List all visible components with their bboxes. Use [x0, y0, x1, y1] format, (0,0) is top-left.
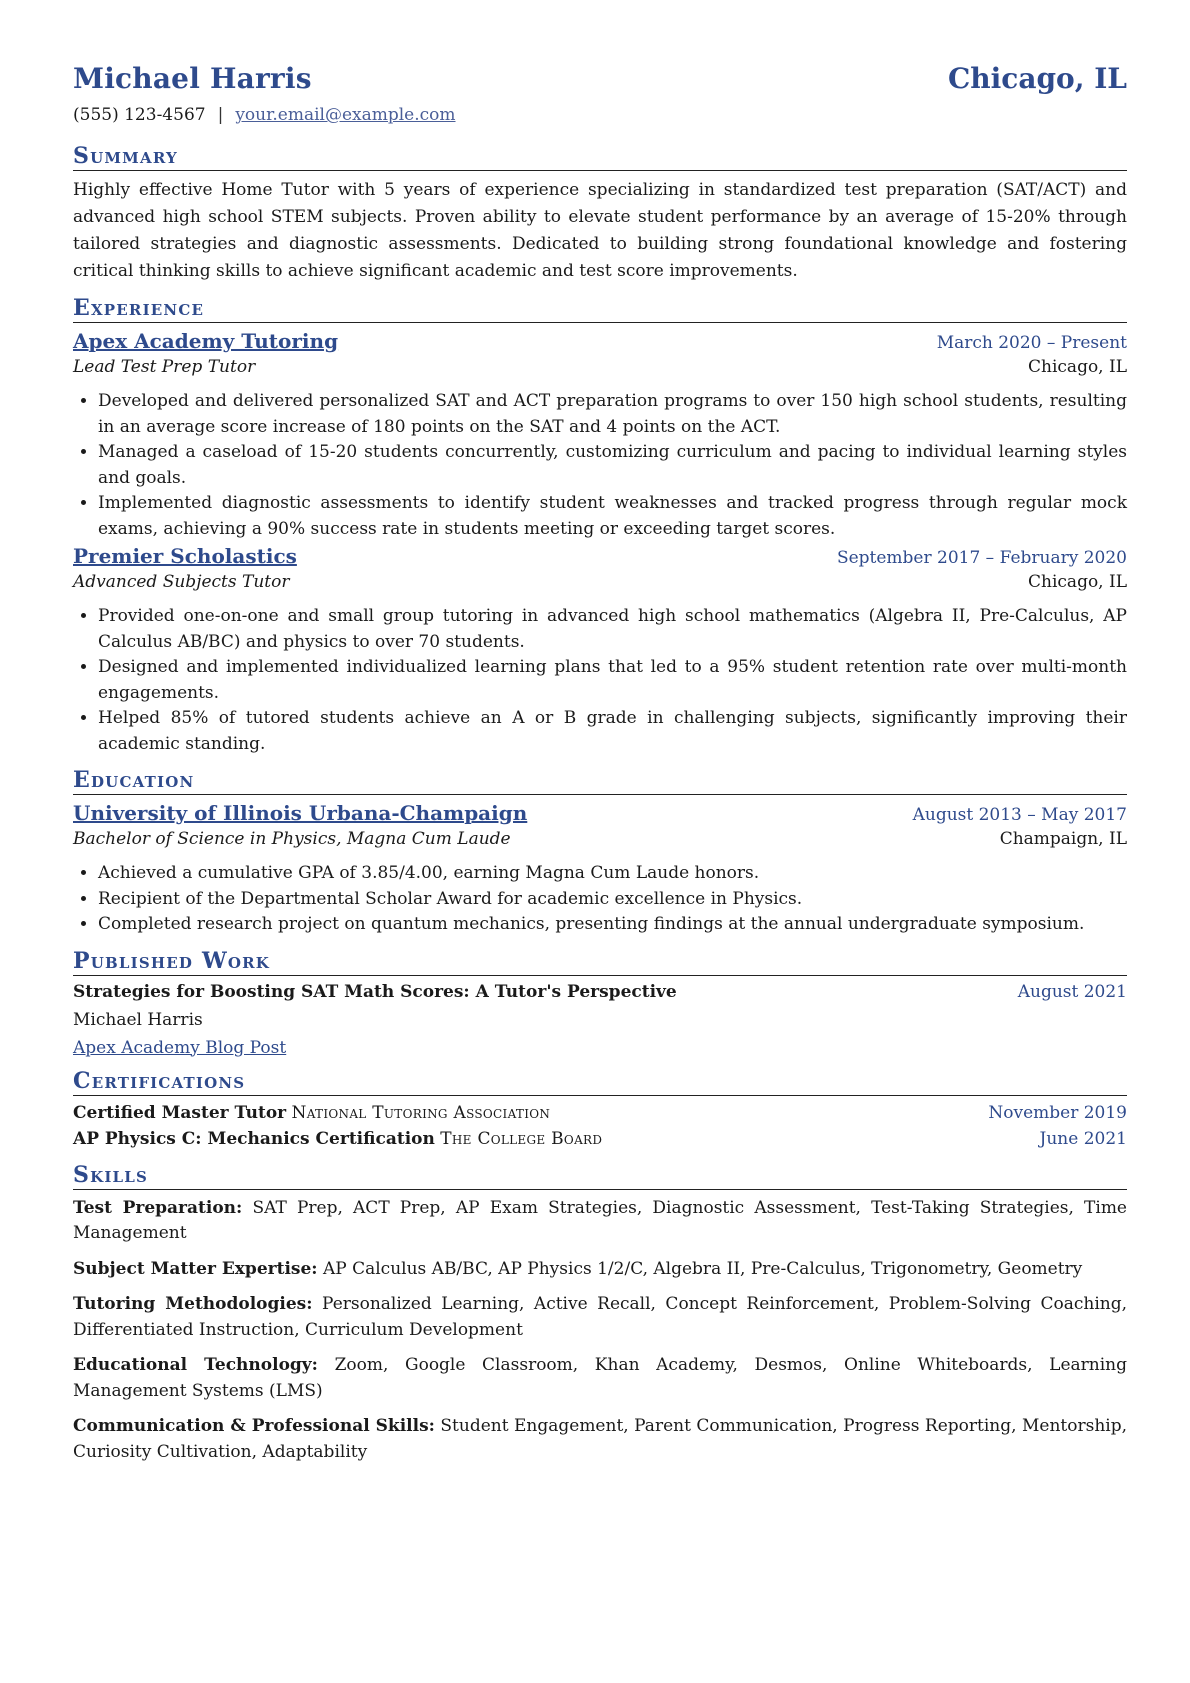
skill-list: AP Calculus AB/BC, AP Physics 1/2/C, Algebra II, Pre-Calculus, Trigonometry, Geometry — [322, 1258, 1083, 1279]
education-entry — [73, 801, 1127, 938]
experience-section — [73, 295, 1127, 757]
certification-issuer: National Tutoring Association — [291, 1102, 551, 1123]
skill-list: Student Engagement, Parent Communication, Progress Reporting, Mentorship, Curiosity Cultivation, Adaptability — [73, 1416, 1128, 1462]
resume-header — [73, 62, 1127, 95]
email-link[interactable]: your.email@example.com — [235, 105, 456, 125]
skill-category: Test Preparation: — [73, 1197, 243, 1218]
education-dates: August 2013 – May 2017 — [912, 805, 1127, 825]
phone-number: (555) 123-4567 — [73, 105, 206, 125]
section-title-skills: Skills — [73, 1162, 1127, 1190]
section-title-experience: Experience — [73, 295, 1127, 323]
school-name[interactable]: University of Illinois Urbana-Champaign — [73, 801, 528, 825]
summary-text: Highly effective Home Tutor with 5 years of experience specializing in standardized test preparation (SAT/ACT) and advanced high school STEM subjects. Proven ability to elevate student performance by an average of 15-20% through tailored strategies and diagnostic assessments. Dedicated to building strong foundational knowledge and fostering critical thinking skills to achieve significant academic and test score improvements. — [73, 180, 1127, 281]
list-item: • Recipient of the Departmental Scholar Award for academic excellence in Physics. — [98, 887, 1127, 913]
degree: Bachelor of Science in Physics, Magna Cum Laude — [73, 829, 511, 849]
list-item: • Provided one-on-one and small group tutoring in advanced high school mathematics (Algebra II, Pre-Calculus, AP Calculus AB/BC) and physics to over 70 students. — [98, 604, 1127, 655]
publication-title: Strategies for Boosting SAT Math Scores: A Tutor's Perspective — [73, 981, 677, 1002]
certification-row — [73, 1100, 1127, 1126]
employer-name[interactable]: Premier Scholastics — [73, 544, 297, 568]
certification-row — [73, 1126, 1127, 1152]
employment-dates: March 2020 – Present — [936, 333, 1127, 353]
skill-line — [73, 1292, 1127, 1343]
section-title-published: Published Work — [73, 948, 1127, 976]
list-item: • Designed and implemented individualized learning plans that led to a 95% student retention rate over multi-month engagements. — [98, 655, 1127, 706]
list-item: • Developed and delivered personalized SAT and ACT preparation programs to over 150 high school students, resulting in an average score increase of 180 points on the SAT and 4 points on the ACT. — [98, 389, 1127, 440]
job-title: Advanced Subjects Tutor — [73, 572, 290, 592]
experience-entry — [73, 544, 1127, 757]
bullet-list — [73, 604, 1127, 757]
skill-category: Educational Technology: — [73, 1355, 318, 1375]
publication-date: August 2021 — [1017, 981, 1127, 1002]
skills-section — [73, 1162, 1127, 1466]
certification-date: November 2019 — [988, 1102, 1127, 1123]
skill-list: SAT Prep, ACT Prep, AP Exam Strategies, Diagnostic Assessment, Test-Taking Strategies, Time Management — [73, 1197, 1127, 1243]
candidate-name: Michael Harris — [73, 62, 312, 95]
skill-line — [73, 1353, 1127, 1404]
employment-dates: September 2017 – February 2020 — [836, 548, 1127, 568]
section-title-certifications: Certifications — [73, 1068, 1127, 1096]
list-item: • Managed a caseload of 15-20 students concurrently, customizing curriculum and pacing to individual learning styles and goals. — [98, 440, 1127, 491]
certifications-section — [73, 1068, 1127, 1152]
published-section — [73, 948, 1127, 1058]
certification-name: Certified Master Tutor — [73, 1102, 287, 1123]
certification-date: June 2021 — [1039, 1128, 1127, 1149]
list-item: • Achieved a cumulative GPA of 3.85/4.00, earning Magna Cum Laude honors. — [98, 861, 1127, 887]
skill-line — [73, 1257, 1127, 1283]
section-title-summary: Summary — [73, 143, 1127, 171]
certification-name: AP Physics C: Mechanics Certification — [73, 1128, 435, 1149]
publication-link[interactable]: Apex Academy Blog Post — [73, 1037, 287, 1058]
resume-page — [73, 62, 1127, 1465]
school-location: Champaign, IL — [999, 829, 1127, 849]
skill-category: Tutoring Methodologies: — [73, 1294, 313, 1314]
experience-entry — [73, 329, 1127, 542]
publication-author: Michael Harris — [73, 1009, 203, 1030]
job-location: Chicago, IL — [1028, 357, 1127, 377]
candidate-city: Chicago, IL — [947, 62, 1127, 95]
skill-line — [73, 1414, 1127, 1465]
contact-separator: | — [217, 105, 224, 125]
job-location: Chicago, IL — [1028, 572, 1127, 592]
skill-line — [73, 1196, 1127, 1247]
skill-list: Personalized Learning, Active Recall, Concept Reinforcement, Problem-Solving Coaching, Differentiated Instruction, Curriculum Development — [73, 1294, 1127, 1340]
list-item: • Completed research project on quantum mechanics, presenting findings at the annual undergraduate symposium. — [98, 912, 1127, 938]
contact-line — [73, 105, 1127, 125]
list-item: • Helped 85% of tutored students achieve an A or B grade in challenging subjects, significantly improving their academic standing. — [98, 706, 1127, 757]
skill-category: Subject Matter Expertise: — [73, 1258, 318, 1279]
skill-category: Communication & Professional Skills: — [73, 1416, 435, 1436]
list-item: • Implemented diagnostic assessments to identify student weaknesses and tracked progress through regular mock exams, achieving a 90% success rate in students meeting or exceeding target scores. — [98, 491, 1127, 542]
employer-name[interactable]: Apex Academy Tutoring — [73, 329, 339, 353]
section-title-education: Education — [73, 767, 1127, 795]
education-section — [73, 767, 1127, 938]
summary-section — [73, 143, 1127, 285]
job-title: Lead Test Prep Tutor — [73, 357, 256, 377]
bullet-list — [73, 861, 1127, 938]
bullet-list — [73, 389, 1127, 542]
certification-issuer: The College Board — [440, 1128, 603, 1149]
skill-list: Zoom, Google Classroom, Khan Academy, Desmos, Online Whiteboards, Learning Management Systems (LMS) — [73, 1355, 1128, 1401]
